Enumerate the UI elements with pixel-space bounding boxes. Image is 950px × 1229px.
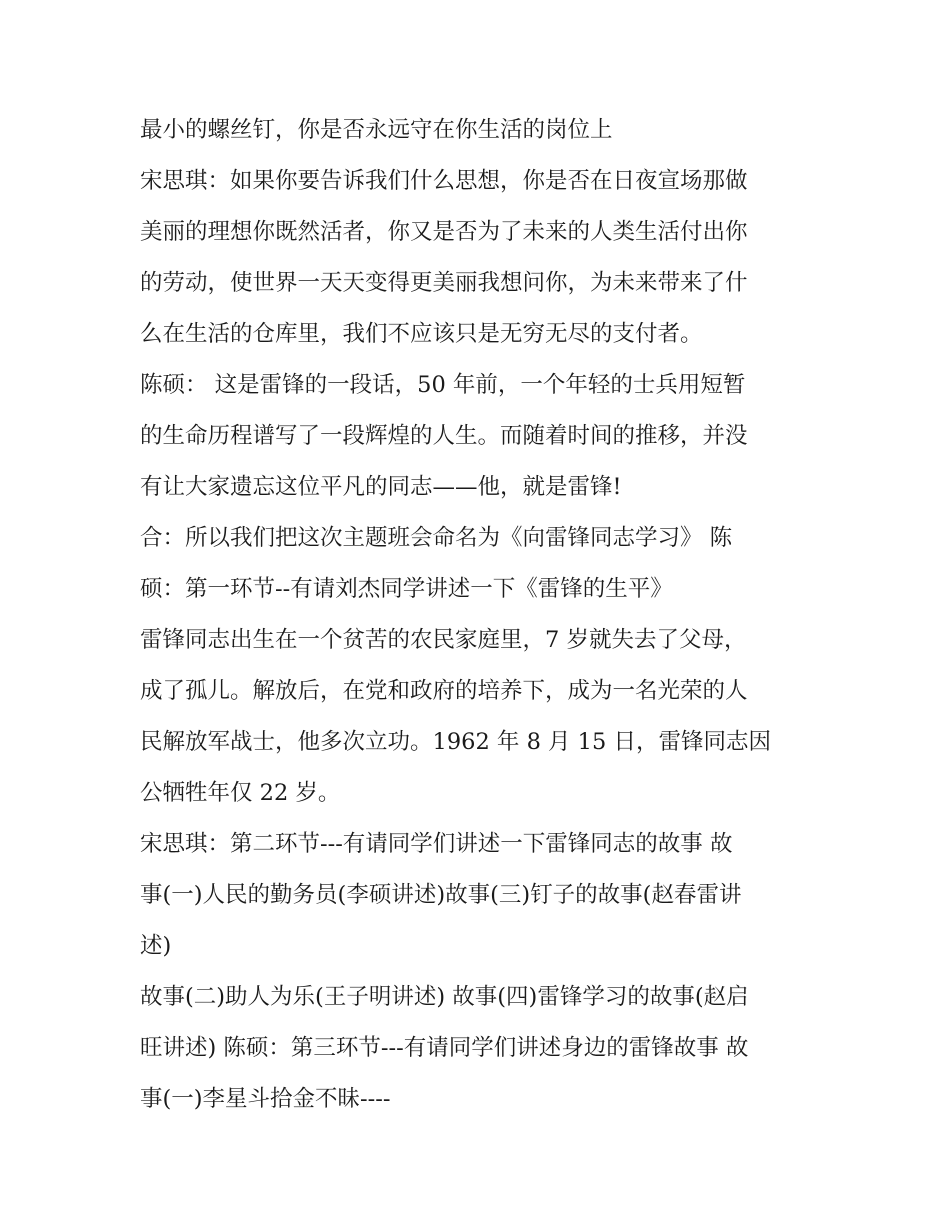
text-line: 最小的螺丝钉，你是否永远守在你生活的岗位上: [140, 117, 613, 143]
text-line: 公牺牲年仅 22 岁。: [140, 780, 341, 806]
text-line: 的劳动，使世界一天天变得更美丽我想问你，为未来带来了什: [140, 270, 748, 296]
text-line: 宋思琪：第二环节---有请同学们讲述一下雷锋同志的故事 故: [140, 831, 733, 857]
text-line: 民解放军战士，他多次立功。1962 年 8 月 15 日，雷锋同志因: [140, 729, 771, 755]
text-line: 的生命历程谱写了一段辉煌的人生。而随着时间的推移，并没: [140, 423, 748, 449]
text-line: 合：所以我们把这次主题班会命名为《向雷锋同志学习》 陈: [140, 525, 733, 551]
text-line: 事(一)人民的勤务员(李硕讲述)故事(三)钉子的故事(赵春雷讲: [140, 882, 742, 908]
text-line: 成了孤儿。解放后，在党和政府的培养下，成为一名光荣的人: [140, 678, 748, 704]
text-line: 硕：第一环节--有请刘杰同学讲述一下《雷锋的生平》: [140, 576, 673, 602]
text-line: 故事(二)助人为乐(王子明讲述) 故事(四)雷锋学习的故事(赵启: [140, 984, 749, 1010]
text-line: 陈硕： 这是雷锋的一段话，50 年前，一个年轻的士兵用短暂: [140, 372, 746, 398]
document-body: [140, 105, 820, 1125]
text-line: 宋思琪：如果你要告诉我们什么思想，你是否在日夜宣场那做: [140, 168, 748, 194]
text-line: 么在生活的仓库里，我们不应该只是无穷无尽的支付者。: [140, 321, 703, 347]
text-line: 述): [140, 933, 172, 959]
text-line: 旺讲述) 陈硕：第三环节---有请同学们讲述身边的雷锋故事 故: [140, 1035, 749, 1061]
text-line: 有让大家遗忘这位平凡的同志——他，就是雷锋!: [140, 474, 622, 500]
text-line: 事(一)李星斗拾金不昧----: [140, 1086, 391, 1112]
text-line: 美丽的理想你既然活者，你又是否为了未来的人类生活付出你: [140, 219, 748, 245]
text-line: 雷锋同志出生在一个贫苦的农民家庭里，7 岁就失去了父母，: [140, 627, 747, 653]
